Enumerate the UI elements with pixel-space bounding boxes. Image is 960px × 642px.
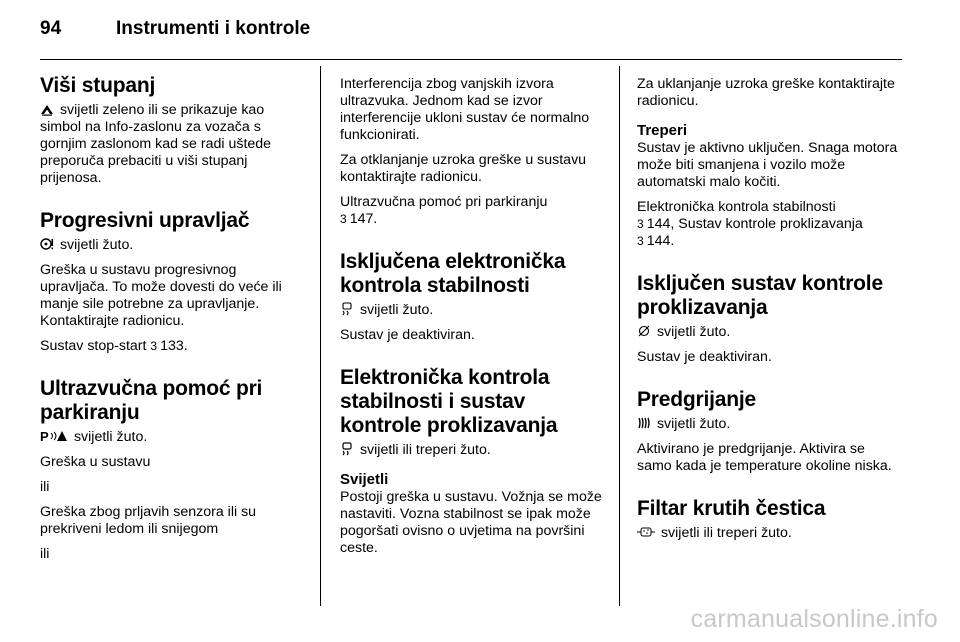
upshift-arrow-icon: [40, 102, 54, 116]
reference-arrow-icon: 3: [637, 234, 644, 248]
svg-text:P: P: [40, 429, 49, 443]
preheating-text: Aktivirano je predgrijanje. Aktivira se samo kada je temperature okoline niska.: [637, 441, 892, 474]
column-2: [340, 76, 605, 565]
column-3: [637, 76, 902, 550]
watermark: carmanualsonline.info: [690, 605, 938, 633]
parking-status: P svijetli žuto.: [40, 429, 148, 445]
section-title-esc-tc: Elektronička kontrola stabilnosti i sustav kontrole proklizavanja: [340, 366, 558, 437]
particle-filter-status: svijetli ili treperi žuto.: [637, 525, 902, 542]
steering-warning-icon: [40, 237, 54, 251]
tc-off-icon: [637, 324, 651, 338]
esc-off-icon: [340, 302, 354, 316]
section-title-parking-assist: Ultrazvučna pomoć pri parkiranju: [40, 377, 263, 424]
reference-arrow-icon: 3: [150, 339, 158, 353]
page-number: 94: [40, 18, 62, 39]
header-rule: [40, 59, 902, 60]
column-divider-2: [619, 66, 620, 606]
steering-fault-text: Greška u sustavu progresivnog upravljača. To može dovesti do veće ili manje sile potrebne za upravljanje. Kontaktirajte radionicu.: [40, 262, 282, 329]
esc-tc-icon: [340, 442, 354, 456]
parking-fault-2: Greška zbog prljavih senzora ili su prekriveni ledom ili snijegom: [40, 504, 257, 537]
particle-filter-icon: [637, 525, 655, 539]
section-title-esc-off: Isključena elektronička kontrola stabilnosti: [340, 250, 566, 297]
subsection-title-lights: Svijetli: [340, 471, 389, 488]
subsection-title-flashes: Treperi: [637, 122, 688, 139]
stop-start-reference: Sustav stop-start 3 133.: [40, 338, 188, 354]
reference-arrow-icon: 3: [637, 217, 644, 231]
parking-or-1: ili: [40, 479, 50, 495]
fault-workshop-text: Za uklanjanje uzroka greške kontaktirajte radionicu.: [637, 76, 895, 109]
esc-off-status: svijetli žuto.: [340, 302, 605, 319]
tc-off-text: Sustav je deaktiviran.: [637, 349, 772, 365]
reference-arrow-icon: 3: [340, 212, 347, 226]
parking-or-2: ili: [40, 546, 50, 562]
upshift-text: svijetli zeleno ili se prikazuje kao simbol na Info-zaslonu za vozača s gornjim zaslonom kad se radi uštede preporuča prebaciti u viši stupanj prijenosa.: [40, 102, 272, 186]
steering-status: svijetli žuto.: [40, 237, 308, 254]
esc-off-text: Sustav je deaktiviran.: [340, 327, 475, 343]
section-title-particle-filter: Filtar krutih čestica: [637, 497, 826, 520]
section-title-upshift: Viši stupanj: [40, 74, 156, 97]
parking-reference: Ultrazvučna pomoć pri parkiranju 3 147.: [340, 194, 548, 227]
esc-tc-status: svijetli ili treperi žuto.: [340, 442, 605, 459]
preheating-status: svijetli žuto.: [637, 416, 902, 433]
parking-fault-1: Greška u sustavu: [40, 454, 151, 470]
section-title-preheating: Predgrijanje: [637, 388, 756, 411]
parking-sensor-icon: [40, 429, 68, 443]
workshop-text: Za otklanjanje uzroka greške u sustavu kontaktirajte radionicu.: [340, 152, 587, 185]
page-title: Instrumenti i kontrole: [116, 18, 311, 39]
lights-text: Postoji greška u sustavu. Vožnja se može nastaviti. Vozna stabilnost se ipak može pogoršati ovisno o uvjetima na površini ceste.: [340, 489, 602, 556]
section-title-tc-off: Isključen sustav kontrole proklizavanja: [637, 272, 883, 319]
esc-tc-reference: Elektronička kontrola stabilnosti 3 144, Sustav kontrole proklizavanja 3 144.: [637, 199, 863, 249]
column-1: [40, 74, 308, 571]
column-divider-1: [320, 66, 321, 606]
interference-text: Interferencija zbog vanjskih izvora ultrazvuka. Jednom kad se izvor interferencije ukloni sustav će normalno funkcionirati.: [340, 76, 590, 143]
section-title-progressive-steering: Progresivni upravljač: [40, 209, 250, 232]
tc-off-status: svijetli žuto.: [637, 324, 902, 341]
flashes-text: Sustav je aktivno uključen. Snaga motora može biti smanjena i vozilo može automatski malo kočiti.: [637, 140, 898, 190]
glow-plug-icon: [637, 416, 651, 430]
